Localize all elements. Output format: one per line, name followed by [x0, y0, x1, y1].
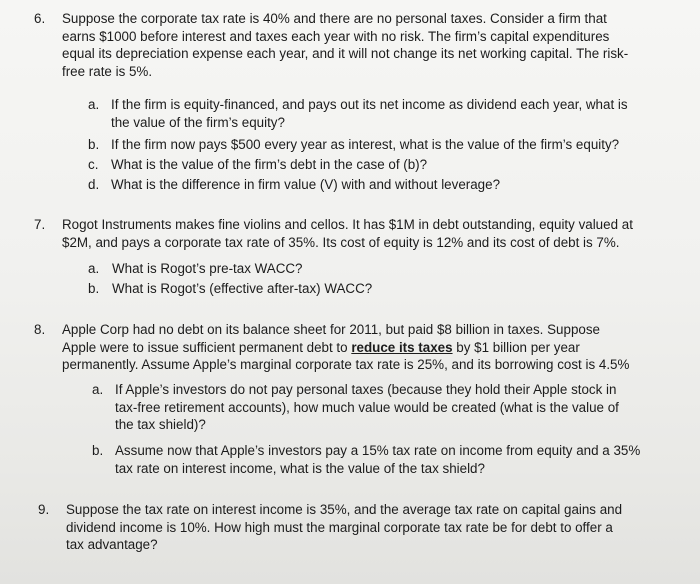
sub-letter: a. — [88, 261, 100, 276]
text-line: free rate is 5%. — [62, 63, 153, 79]
question-number: 7. — [34, 217, 46, 232]
text-line: What is the value of the firm’s debt in the case of (b)? — [111, 157, 428, 172]
text-line: If the firm now pays $500 every year as interest, what is the value of the firm’s equity? — [111, 137, 620, 152]
text-line: Suppose the corporate tax rate is 40% and there are no personal taxes. Consider a firm that — [62, 11, 607, 26]
text-line: Assume now that Apple’s investors pay a 15% tax rate on income from equity and a 35% — [115, 443, 641, 458]
text-line: tax-free retirement accounts), how much value would be created (what is the value of — [115, 399, 619, 415]
text-line: tax advantage? — [66, 537, 158, 552]
emphasized-text: reduce its taxes — [351, 339, 453, 355]
text-line: the tax shield)? — [115, 417, 206, 432]
text-line: If Apple’s investors do not pay personal taxes (because they hold their Apple stock in — [115, 382, 617, 397]
text-line: dividend income is 10%. How high must the marginal corporate tax rate be for debt to offer a — [66, 519, 613, 535]
sub-text — [115, 442, 640, 477]
text-line: What is Rogot’s pre-tax WACC? — [112, 261, 303, 276]
sub-text — [111, 96, 628, 131]
text-line: Rogot Instruments makes fine violins and cellos. It has $1M in debt outstanding, equity valued at — [62, 217, 633, 232]
sub-text — [112, 280, 372, 298]
text-line: If the firm is equity-financed, and pays out its net income as dividend each year, what is — [111, 97, 628, 112]
question-text — [62, 10, 680, 80]
text-segment: Apple were to issue sufficient permanent debt to — [62, 339, 352, 355]
text-line: equal its depreciation expense each year, and it will not change its net working capital. The risk- — [62, 46, 629, 61]
text-line: earns $1000 before interest and taxes each year with no risk. The firm’s capital expenditures — [62, 28, 610, 44]
text-line — [62, 339, 680, 357]
question-text — [66, 501, 684, 554]
sub-text — [111, 156, 427, 174]
question-number: 6. — [34, 11, 46, 26]
text-line: permanently. Assume Apple’s marginal corporate tax rate is 25%, and its borrowing cost is 4.5% — [62, 357, 630, 372]
question-text — [62, 216, 680, 251]
sub-letter: a. — [92, 382, 104, 397]
sub-text — [111, 176, 500, 194]
sub-letter: d. — [88, 177, 100, 192]
sub-text — [112, 260, 303, 278]
sub-letter: b. — [92, 443, 104, 458]
sub-text — [111, 136, 619, 154]
sub-letter: a. — [88, 97, 100, 112]
text-line: Suppose the tax rate on interest income is 35%, and the average tax rate on capital gains and — [66, 502, 623, 517]
text-line: What is the difference in firm value (V) with and without leverage? — [111, 177, 501, 192]
question-text — [62, 321, 680, 374]
text-line: tax rate on interest income, what is the value of the tax shield? — [115, 460, 485, 476]
sub-letter: b. — [88, 281, 100, 296]
sub-text — [115, 381, 619, 434]
text-line: $2M, and pays a corporate tax rate of 35%. Its cost of equity is 12% and its cost of debt is 7%. — [62, 234, 620, 250]
sub-letter: b. — [88, 137, 100, 152]
text-line: What is Rogot’s (effective after-tax) WACC? — [112, 281, 373, 296]
sub-letter: c. — [88, 157, 99, 172]
text-line: Apple Corp had no debt on its balance sheet for 2011, but paid $8 billion in taxes. Suppose — [62, 322, 600, 337]
question-number: 9. — [38, 502, 50, 517]
question-number: 8. — [34, 322, 46, 337]
text-line: the value of the firm’s equity? — [111, 114, 285, 130]
text-segment: by $1 billion per year — [452, 339, 580, 355]
